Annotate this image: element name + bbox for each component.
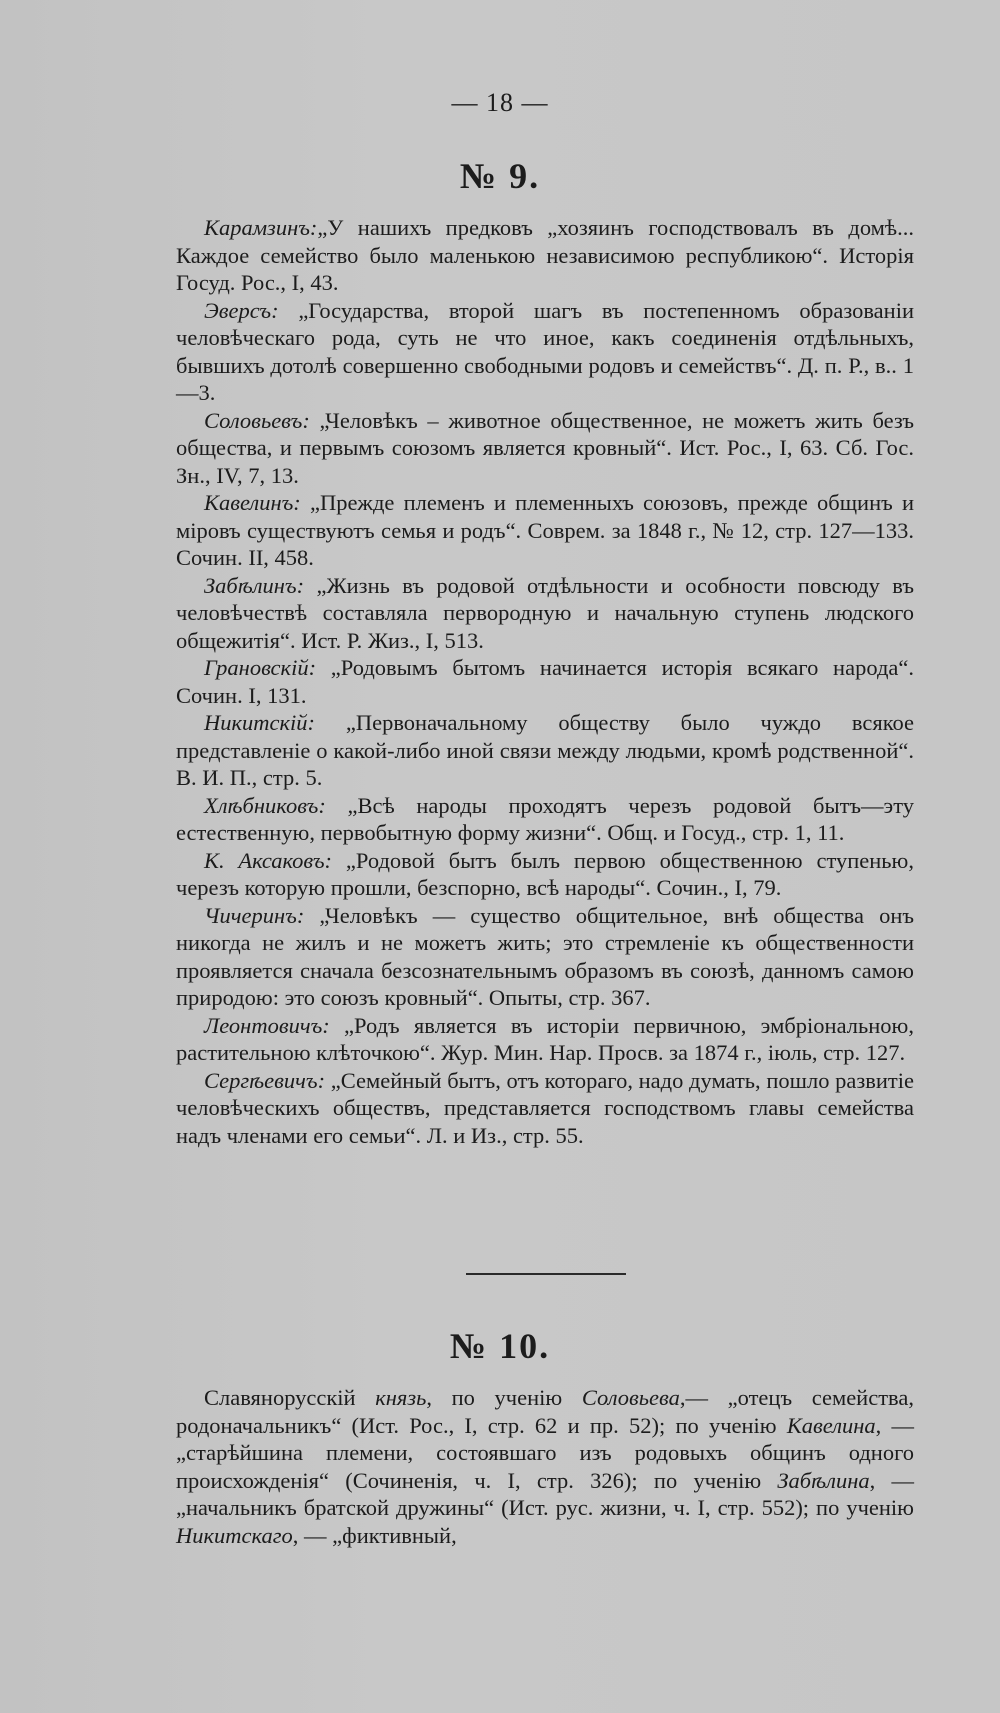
page-number: — 18 —	[451, 88, 549, 117]
quote-entry	[176, 654, 914, 709]
author-name: Хлѣбниковъ:	[204, 792, 326, 818]
quote-entry	[176, 847, 914, 902]
quote-text: „Родовой бытъ былъ первою общественною ступенью, черезъ которую прошли, безспорно, всѣ народы“. Сочин., I, 79.	[176, 847, 914, 900]
quote-entry	[176, 572, 914, 655]
quote-text: „У нашихъ предковъ „хозяинъ господствовалъ въ домѣ... Каждое семейство было маленькою независимою республикою“. Исторія Госуд. Рос., I, 43.	[176, 215, 914, 295]
section-10-body	[176, 1384, 914, 1549]
author-name: Никитскій:	[204, 710, 316, 735]
author-name: Забѣлинъ:	[204, 572, 305, 598]
quote-entry	[176, 792, 914, 847]
quote-entry	[176, 407, 914, 490]
quote-text: „Всѣ народы проходятъ черезъ родовой бытъ—эту естественную, первобытную форму жизни“. Общ. и Госуд., стр. 1, 11.	[176, 792, 914, 845]
quote-entry	[176, 489, 914, 572]
author-name: Эверсъ:	[204, 297, 279, 323]
author-name: Леонтовичъ:	[204, 1012, 330, 1038]
quote-text: „Семейный бытъ, отъ котораго, надо думать, пошло развитіе человѣческихъ обществъ, представляется господствомъ главы семейства надъ членами его семьи“. Л. и Из., стр. 55.	[176, 1067, 914, 1148]
quote-text: „Государства, второй шагъ въ постепенномъ образованіи человѣческаго рода, суть не что иное, какъ соединенія отдѣльныхъ, бывшихъ дотолѣ совершенно свободными родовъ и семействъ“. Д. п. Р., в.. 1—3.	[176, 297, 914, 405]
quote-entry	[176, 297, 914, 407]
section-heading-10: № 10.	[449, 1326, 551, 1366]
author-name: Соловьева	[581, 1385, 680, 1410]
quote-entry	[176, 902, 914, 1012]
text-run: , — „фиктивный,	[292, 1522, 457, 1548]
text-run: , по ученію	[426, 1385, 582, 1410]
quote-entry	[176, 214, 914, 297]
text-run: , — „начальникъ братской дружины“ (Ист. рус. жизни, ч. I, стр. 552); по ученію	[176, 1467, 915, 1520]
quote-text: „Родъ является въ исторіи первичною, эмбріональною, растительною клѣточкою“. Жур. Мин. Нар. Просв. за 1874 г., іюль, стр. 127.	[176, 1012, 914, 1065]
section-divider	[466, 1273, 626, 1275]
quote-entry	[176, 1012, 914, 1067]
text-run: , — „старѣйшина племени, состоявшаго изъ родовыхъ общинъ одного происхожденія“ (Сочиненія, ч. I, стр. 326); по ученію	[176, 1412, 915, 1493]
author-name: Никитскаго	[176, 1522, 293, 1548]
text-run: Славянорусскій	[204, 1385, 376, 1410]
quote-text: „Родовымъ бытомъ начинается исторія всякаго народа“. Сочин. I, 131.	[176, 655, 914, 708]
author-name: Чичеринъ:	[204, 902, 305, 928]
author-name: Забѣлина	[777, 1467, 870, 1493]
quote-text: „Первоначальному обществу было чуждо всякое представленіе о какой-либо иной связи между людьми, кромѣ родственной“. В. И. П., стр. 5.	[176, 710, 914, 790]
quote-entry	[176, 709, 914, 792]
quote-text: „Прежде племенъ и племенныхъ союзовъ, прежде общинъ и міровъ существуютъ семья и родъ“. Соврем. за 1848 г., № 12, стр. 127—133. Сочин. II, 458.	[176, 490, 914, 570]
author-name: Грановскій:	[204, 655, 317, 680]
author-name: Кавелинъ:	[204, 490, 301, 515]
quote-entry	[176, 1067, 914, 1150]
text-run: ,— „отецъ семейства, родоначальникъ“ (Ист. Рос., I, стр. 62 и пр. 52); по ученію	[176, 1385, 914, 1438]
author-name: Сергѣевичъ:	[204, 1067, 326, 1093]
emphasis-term: князь	[375, 1385, 427, 1410]
quote-text: „Человѣкъ — существо общительное, внѣ общества онъ никогда не жилъ и не можетъ жить; это стремленіе къ общественности проявляется сначала безсознательнымъ образомъ въ союзѣ, данномъ самою природою: это союзъ кровный“. Опыты, стр. 367.	[176, 902, 914, 1010]
author-name: Кавелина	[786, 1412, 876, 1438]
paragraph	[176, 1384, 914, 1549]
author-name: К. Аксаковъ:	[204, 847, 333, 873]
author-name: Соловьевъ:	[204, 407, 310, 433]
quote-text: „Человѣкъ – животное общественное, не можетъ жить безъ общества, и первымъ союзомъ является кровный“. Ист. Рос., I, 63. Сб. Гос. Зн., IV, 7, 13.	[176, 407, 914, 488]
section-heading-9: № 9.	[459, 156, 541, 196]
author-name: Карамзинъ:	[204, 215, 318, 240]
section-9-body	[176, 214, 914, 1149]
quote-text: „Жизнь въ родовой отдѣльности и особности повсюду въ человѣчествѣ составляла первородную и начальную ступень людского общежитія“. Ист. Р. Жиз., I, 513.	[176, 572, 914, 653]
